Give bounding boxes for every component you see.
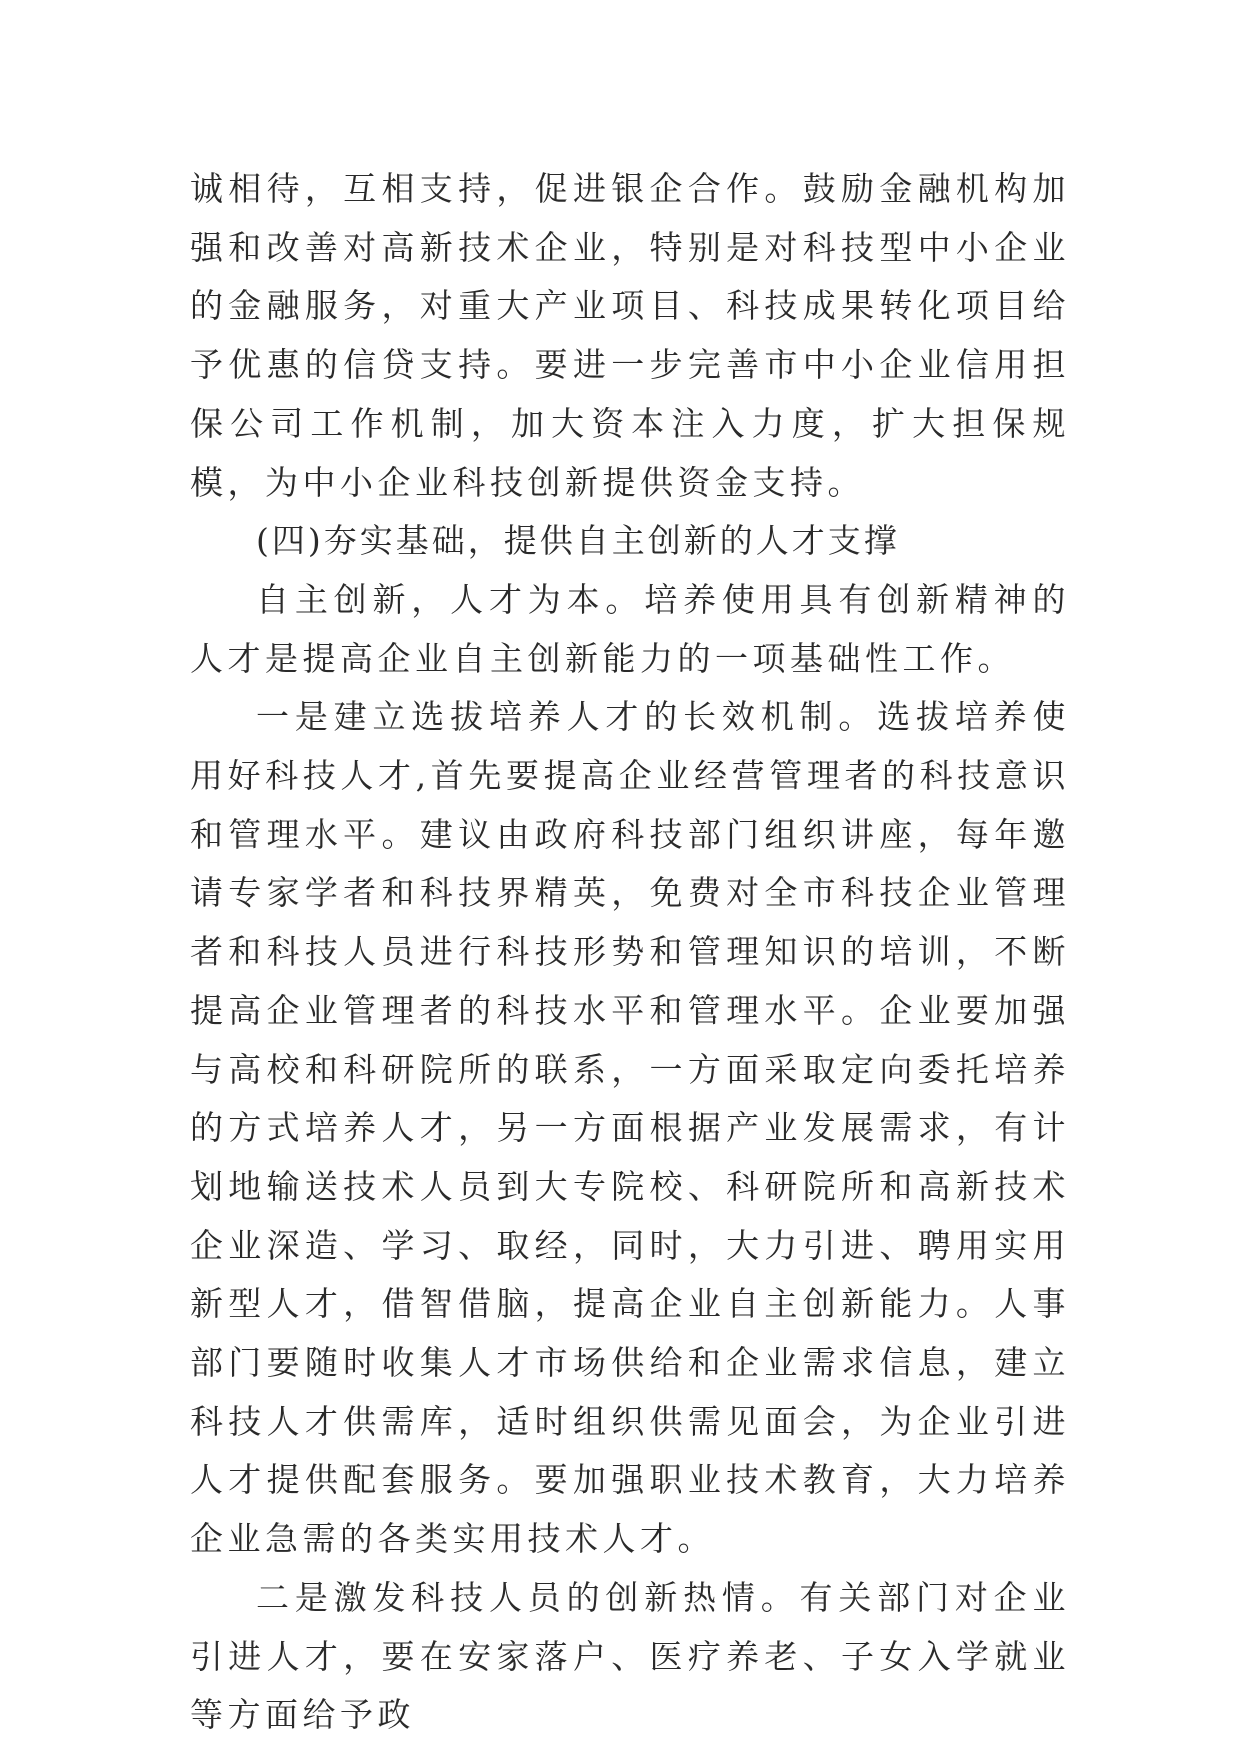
document-body bbox=[190, 160, 1070, 1745]
paragraph-intro: 自主创新，人才为本。培养使用具有创新精神的人才是提高企业自主创新能力的一项基础性工作。 bbox=[190, 579, 1070, 678]
section-heading: (四)夯实基础，提供自主创新的人才支撑 bbox=[256, 521, 900, 561]
paragraph-point-one: 一是建立选拔培养人才的长效机制。选拔培养使用好科技人才,首先要提高企业经营管理者的科技意识和管理水平。建议由政府科技部门组织讲座，每年邀请专家学者和科技界精英，免费对全市科技企业管理者和科技人员进行科技形势和管理知识的培训，不断提高企业管理者的科技水平和管理水平。企业要加强与高校和科研院所的联系，一方面采取定向委托培养的方式培养人才，另一方面根据产业发展需求，有计划地输送技术人员到大专院校、科研院所和高新技术企业深造、学习、取经，同时，大力引进、聘用实用新型人才，借智借脑，提高企业自主创新能力。人事部门要随时收集人才市场供给和企业需求信息，建立科技人才供需库，适时组织供需见面会，为企业引进人才提供配套服务。要加强职业技术教育，大力培养企业急需的各类实用技术人才。 bbox=[190, 697, 1070, 1559]
paragraph-continuation: 诚相待，互相支持，促进银企合作。鼓励金融机构加强和改善对高新技术企业，特别是对科技型中小企业的金融服务，对重大产业项目、科技成果转化项目给予优惠的信贷支持。要进一步完善市中小企业信用担保公司工作机制，加大资本注入力度，扩大担保规模，为中小企业科技创新提供资金支持。 bbox=[190, 169, 1070, 502]
paragraph-point-two: 二是激发科技人员的创新热情。有关部门对企业引进人才，要在安家落户、医疗养老、子女入学就业等方面给予政 bbox=[190, 1577, 1070, 1735]
